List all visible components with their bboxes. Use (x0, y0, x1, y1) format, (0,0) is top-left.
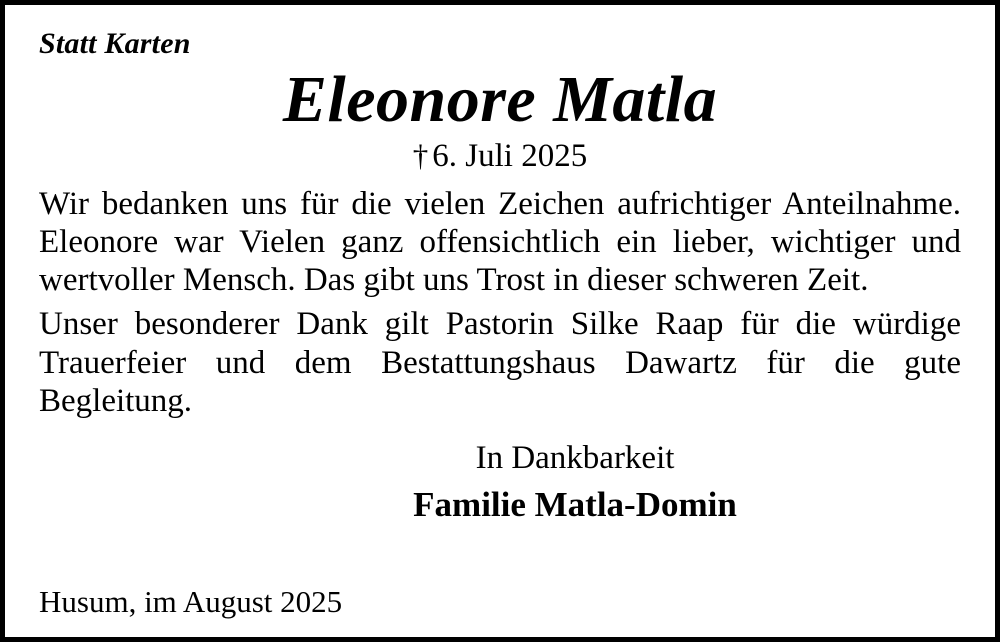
deceased-name: Eleonore Matla (282, 63, 718, 136)
statt-karten-heading: Statt Karten (39, 27, 191, 60)
special-thanks-paragraph: Unser besonderer Dank gilt Pastorin Silke Raap für die würdige Trauerfeier und dem Bestattungshaus Dawartz für die gute Begleitung. (39, 306, 961, 419)
cross-icon: † (412, 138, 429, 174)
family-signature: Familie Matla-Domin (413, 485, 737, 525)
place-and-date: Husum, im August 2025 (39, 583, 343, 619)
death-date: 6. Juli 2025 (432, 138, 588, 175)
closing-block (39, 440, 961, 526)
thanks-paragraph: Wir bedanken uns für die vielen Zeichen aufrichtiger Anteilnahme. Eleonore war Vielen ganz offensichtlich ein lieber, wichtiger und wertvoller Mensch. Das gibt uns Trost in dieser schweren Zeit. (39, 185, 961, 299)
closing-line: In Dankbarkeit (475, 440, 675, 477)
death-date-line (39, 138, 961, 174)
